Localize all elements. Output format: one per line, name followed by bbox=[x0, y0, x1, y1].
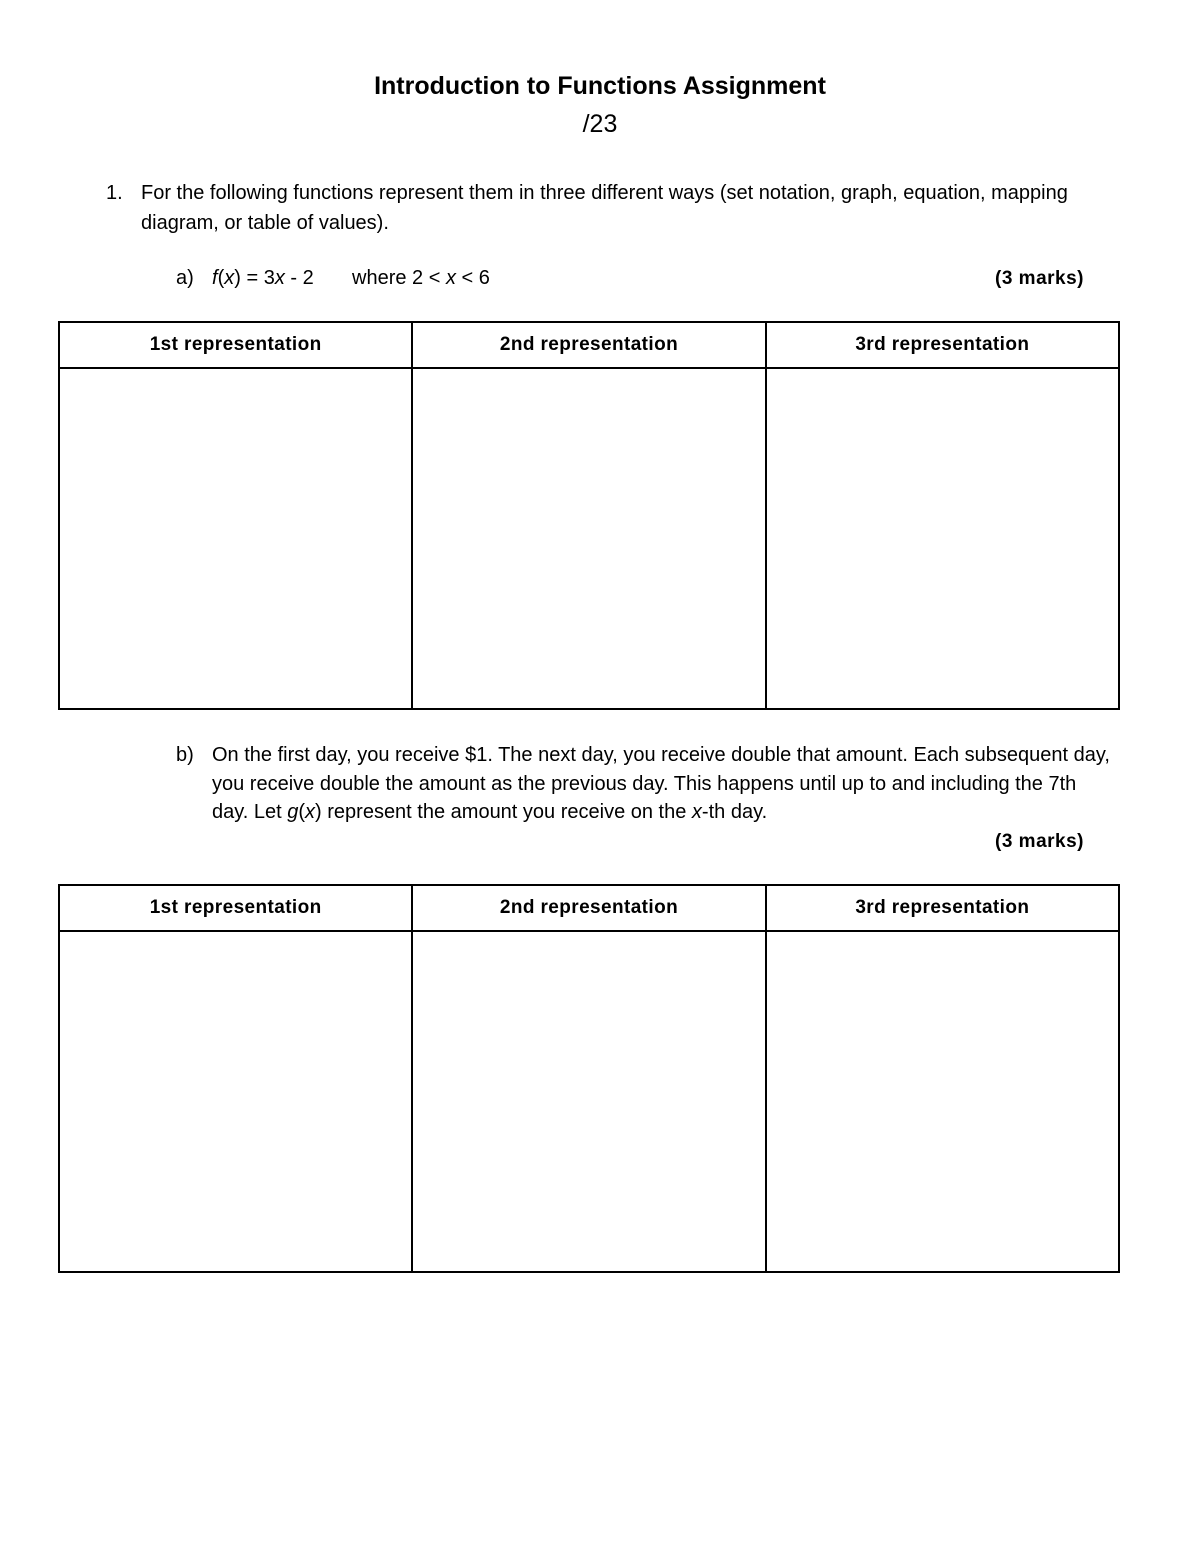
question-number: 1. bbox=[106, 182, 123, 204]
question-text: For the following functions represent them in three different ways (set notation, graph, equation, mapping diagram, or table of values). bbox=[141, 182, 1068, 234]
part-b-text: On the first day, you receive $1. The next day, you receive double that amount. Each subsequent day, you receive double the amount as the previous day. This happens until up to and including the 7th day. Let g(x) represent the amount you receive on the x-th day. bbox=[212, 744, 1110, 823]
part-b-label: b) bbox=[176, 744, 194, 766]
table-header-2nd: 2nd representation bbox=[412, 322, 765, 368]
table-header-2nd: 2nd representation bbox=[412, 885, 765, 931]
answer-cell-3rd[interactable] bbox=[766, 931, 1119, 1272]
answer-cell-3rd[interactable] bbox=[766, 368, 1119, 709]
part-b-marks: (3 marks) bbox=[995, 831, 1084, 852]
answer-cell-1st[interactable] bbox=[59, 368, 412, 709]
part-a-domain: where 2 < x < 6 bbox=[352, 267, 490, 289]
table-header-3rd: 3rd representation bbox=[766, 885, 1119, 931]
answer-cell-2nd[interactable] bbox=[412, 368, 765, 709]
part-a-marks: (3 marks) bbox=[995, 268, 1084, 289]
page-title: Introduction to Functions Assignment bbox=[374, 72, 826, 100]
part-a-label: a) bbox=[176, 267, 194, 289]
part-a-equation: f(x) = 3x - 2 bbox=[212, 267, 314, 289]
part-b-representation-table bbox=[58, 884, 1120, 1273]
part-a-representation-table bbox=[58, 321, 1120, 710]
table-header-1st: 1st representation bbox=[59, 885, 412, 931]
table-header-3rd: 3rd representation bbox=[766, 322, 1119, 368]
answer-cell-2nd[interactable] bbox=[412, 931, 765, 1272]
total-score: /23 bbox=[582, 110, 618, 138]
table-header-1st: 1st representation bbox=[59, 322, 412, 368]
answer-cell-1st[interactable] bbox=[59, 931, 412, 1272]
